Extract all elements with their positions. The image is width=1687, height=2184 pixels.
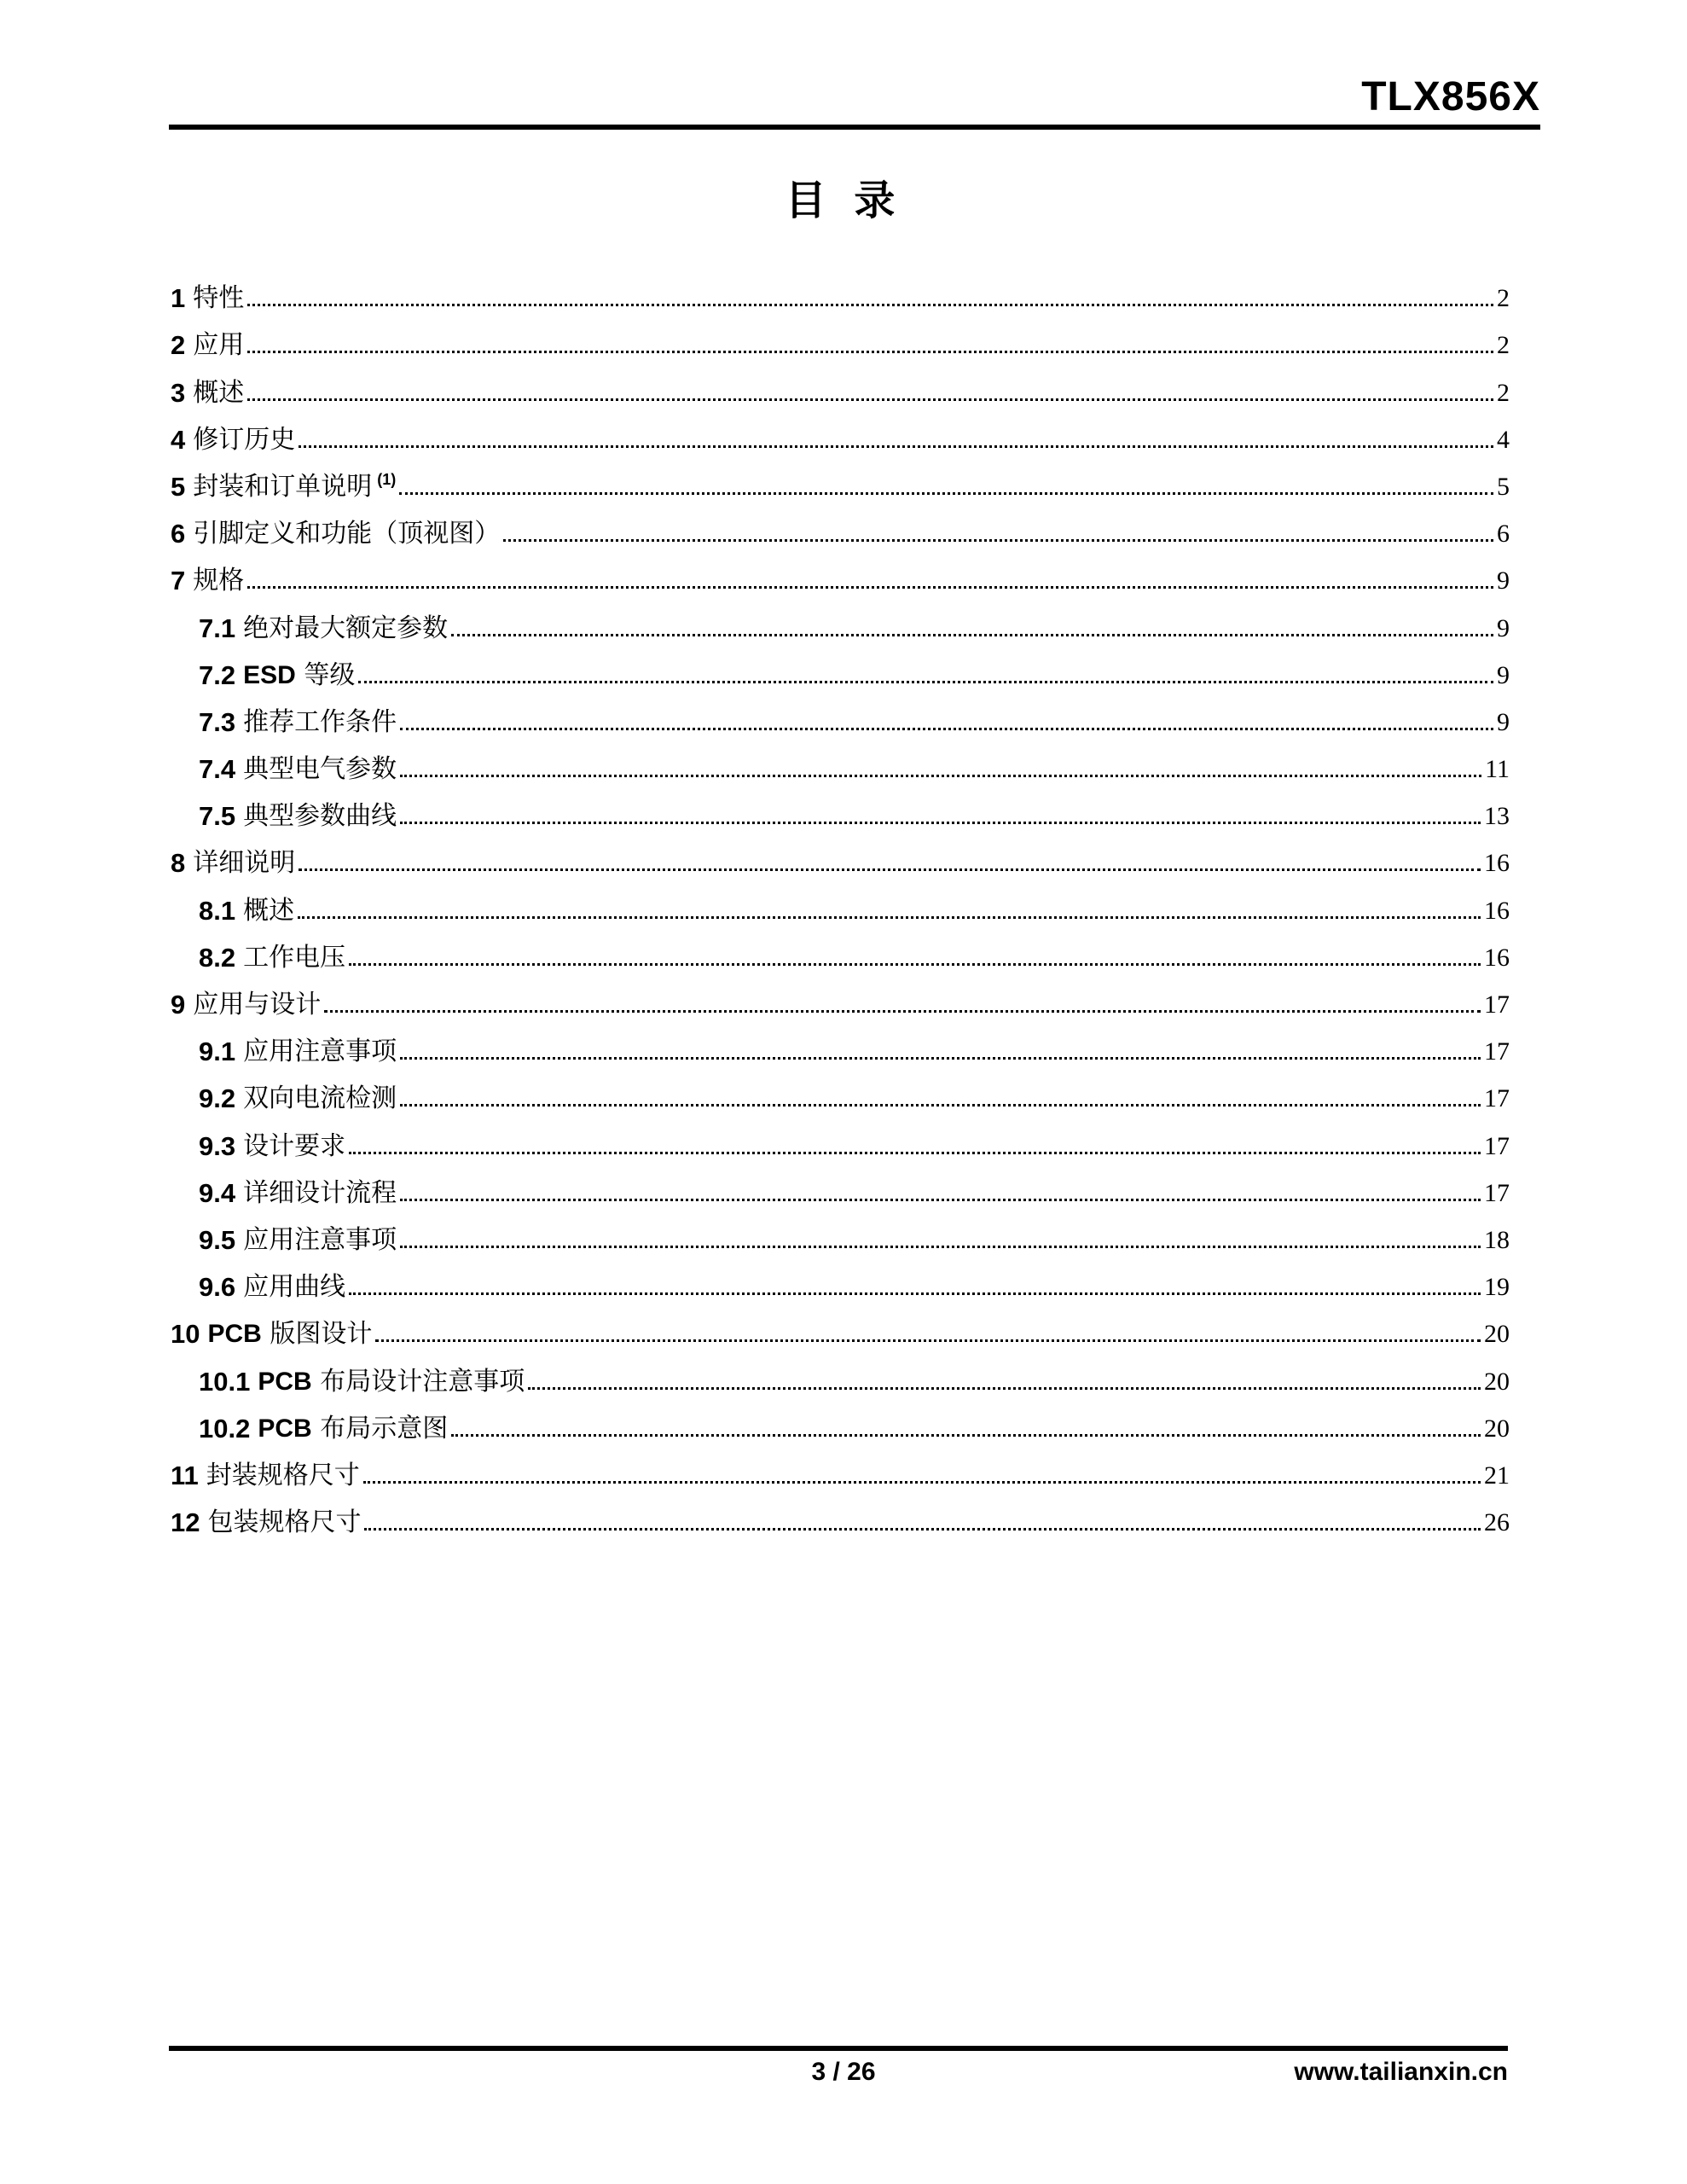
- toc-entry-label-text: 布局示意图: [320, 1413, 449, 1443]
- toc-entry-label: [193, 424, 296, 455]
- toc-entry[interactable]: [171, 829, 1510, 879]
- footer-divider: [169, 2046, 1508, 2051]
- toc-dot-leader: [400, 1057, 1481, 1060]
- toc-entry-label: [243, 754, 397, 785]
- toc-entry-label-text: 特性: [193, 283, 245, 314]
- toc-entry-number: 8: [171, 848, 186, 879]
- toc-entry[interactable]: [171, 642, 1510, 688]
- toc-dot-leader: [400, 822, 1481, 824]
- toc-dot-leader: [324, 1010, 1481, 1013]
- toc-entry-number: 9.3: [199, 1130, 236, 1161]
- toc-dot-leader: [358, 681, 1493, 683]
- toc-entry-page: 21: [1484, 1461, 1510, 1490]
- toc-entry-page: 17: [1484, 1037, 1510, 1066]
- toc-entry-label-text: 布局设计注意事项: [320, 1366, 525, 1397]
- toc-entry-page: 2: [1497, 378, 1510, 407]
- toc-entry[interactable]: [171, 500, 1510, 547]
- toc-entry-label-text: 修订历史: [193, 424, 296, 455]
- toc-entry-label-text: 规格: [193, 566, 245, 596]
- toc-entry-label: [207, 1507, 362, 1538]
- toc-entry-label: [243, 1130, 346, 1161]
- toc-entry-number: 9.4: [199, 1177, 236, 1208]
- toc-dot-leader: [451, 1434, 1481, 1437]
- toc-entry-label: [193, 848, 296, 879]
- toc-dot-leader: [363, 1481, 1481, 1484]
- toc-entry[interactable]: [171, 688, 1510, 735]
- toc-entry[interactable]: [171, 1347, 1510, 1397]
- toc-entry-page: 6: [1497, 520, 1510, 549]
- page-number: 3 / 26: [811, 2058, 876, 2086]
- toc-entry-page: 16: [1484, 943, 1510, 972]
- toc-entry-number: 8.1: [199, 895, 236, 926]
- toc-entry-page: 20: [1484, 1367, 1510, 1396]
- toc-dot-leader: [364, 1528, 1481, 1531]
- toc-entry[interactable]: [171, 1253, 1510, 1303]
- toc-entry-number: 10.1: [199, 1366, 251, 1397]
- toc-entry-label-text: 封装和订单说明: [193, 471, 373, 502]
- document-header-title: TLX856X: [1361, 74, 1540, 119]
- toc-entry[interactable]: [171, 782, 1510, 832]
- toc-entry-label-text: 绝对最大额定参数: [243, 613, 449, 643]
- toc-entry-number: 12: [171, 1507, 200, 1538]
- toc-entry-number: 10.2: [199, 1413, 251, 1443]
- toc-entry-number: 2: [171, 330, 186, 361]
- toc-entry-page: 13: [1484, 802, 1510, 831]
- toc-entry-label: [193, 283, 245, 314]
- table-of-contents: [171, 264, 1510, 1536]
- toc-entry[interactable]: [171, 1442, 1510, 1489]
- toc-entry[interactable]: [171, 1018, 1510, 1065]
- toc-entry-label-text: 版图设计: [270, 1319, 373, 1350]
- toc-entry-label-text: 封装规格尺寸: [206, 1460, 360, 1490]
- toc-entry-number: 9.2: [199, 1083, 236, 1114]
- toc-entry-label-text: 典型电气参数: [243, 754, 397, 785]
- toc-dot-leader: [247, 398, 1493, 401]
- toc-entry-label: [243, 1272, 346, 1303]
- toc-dot-leader: [451, 634, 1493, 636]
- toc-dot-leader: [503, 539, 1493, 542]
- toc-entry-label-text: 详细设计流程: [243, 1177, 397, 1208]
- toc-dot-leader: [400, 728, 1493, 730]
- toc-entry-number: 7.2: [199, 659, 236, 690]
- toc-entry[interactable]: [171, 594, 1510, 641]
- toc-entry-label: [243, 801, 397, 832]
- toc-dot-leader: [400, 1104, 1481, 1107]
- toc-entry-footnote-marker: (1): [377, 470, 397, 488]
- toc-entry[interactable]: [171, 406, 1510, 453]
- toc-entry[interactable]: [171, 1489, 1510, 1536]
- toc-entry-label-latin: ESD: [243, 660, 296, 689]
- toc-entry[interactable]: [171, 1112, 1510, 1159]
- toc-entry-number: 7.1: [199, 613, 236, 643]
- toc-dot-leader: [247, 351, 1493, 353]
- toc-entry[interactable]: [171, 971, 1510, 1018]
- toc-entry-label: [258, 1366, 525, 1397]
- toc-entry-label: [258, 1413, 449, 1443]
- toc-entry-label-text: 引脚定义和功能（顶视图）: [193, 519, 501, 549]
- toc-entry-label: [193, 377, 245, 408]
- website-url[interactable]: www.tailianxin.cn: [1294, 2058, 1508, 2086]
- toc-entry[interactable]: [171, 1159, 1510, 1206]
- toc-entry-page: 2: [1497, 284, 1510, 313]
- toc-entry-label-text: 应用注意事项: [243, 1037, 397, 1067]
- toc-entry-label: [206, 1460, 360, 1490]
- toc-entry-number: 11: [171, 1460, 199, 1490]
- toc-entry-label: [193, 472, 396, 500]
- toc-entry[interactable]: [171, 1065, 1510, 1112]
- toc-entry-page: 20: [1484, 1320, 1510, 1349]
- toc-dot-leader: [375, 1339, 1481, 1342]
- toc-entry-number: 7.3: [199, 706, 236, 737]
- toc-entry-page: 17: [1484, 1084, 1510, 1113]
- toc-entry[interactable]: [171, 358, 1510, 408]
- toc-entry-label-text: 推荐工作条件: [243, 706, 397, 737]
- toc-entry-page: 9: [1497, 707, 1510, 736]
- toc-entry-number: 10: [171, 1319, 200, 1350]
- toc-entry-label: [193, 992, 321, 1018]
- toc-entry-label-text: 设计要求: [243, 1130, 346, 1161]
- toc-entry-number: 9.5: [199, 1224, 236, 1255]
- toc-entry-number: 9.1: [199, 1037, 236, 1067]
- toc-entry-label: [207, 1319, 373, 1350]
- toc-entry[interactable]: [171, 1300, 1510, 1350]
- toc-dot-leader: [400, 1246, 1481, 1248]
- toc-entry-label-text: 概述: [243, 895, 295, 926]
- toc-dot-leader: [299, 868, 1481, 871]
- toc-entry-page: 26: [1484, 1508, 1510, 1537]
- toc-entry[interactable]: [171, 311, 1510, 361]
- toc-entry[interactable]: [171, 1206, 1510, 1253]
- toc-entry-page: 2: [1497, 331, 1510, 360]
- toc-entry-number: 7.5: [199, 801, 236, 832]
- toc-dot-leader: [399, 492, 1493, 495]
- toc-dot-leader: [349, 1292, 1481, 1295]
- toc-entry-label-text: 等级: [304, 659, 356, 690]
- toc-entry-number: 9: [171, 990, 186, 1019]
- toc-entry-label-text: 包装规格尺寸: [207, 1507, 362, 1538]
- toc-entry-label-latin: PCB: [258, 1367, 312, 1396]
- toc-dot-leader: [349, 1152, 1481, 1154]
- toc-dot-leader: [247, 304, 1493, 306]
- toc-entry-label-text: 工作电压: [243, 942, 346, 973]
- toc-entry-label: [193, 330, 245, 361]
- toc-entry-page: 9: [1497, 613, 1510, 642]
- toc-entry-label: [243, 895, 295, 926]
- toc-entry-label: [243, 706, 397, 737]
- toc-dot-leader: [349, 963, 1481, 966]
- toc-dot-leader: [298, 916, 1481, 919]
- toc-entry-number: 5: [171, 471, 186, 502]
- toc-entry-page: 4: [1497, 425, 1510, 454]
- toc-entry-label: [193, 568, 244, 594]
- toc-entry-label-latin: PCB: [207, 1320, 262, 1349]
- header-divider: [169, 125, 1540, 130]
- toc-entry-page: 17: [1484, 990, 1510, 1019]
- toc-entry-label: [243, 613, 449, 643]
- toc-entry[interactable]: [171, 1395, 1510, 1442]
- toc-entry-number: 7.4: [199, 754, 236, 785]
- toc-entry-page: 17: [1484, 1131, 1510, 1160]
- toc-entry-label-text: 应用与设计: [193, 990, 322, 1019]
- toc-entry-label-text: 概述: [193, 377, 245, 408]
- toc-dot-leader: [528, 1387, 1481, 1390]
- toc-entry-label: [243, 1177, 397, 1208]
- toc-entry-page: 16: [1484, 849, 1510, 878]
- toc-entry-label: [243, 1224, 397, 1255]
- toc-entry-label-text: 应用曲线: [243, 1272, 346, 1303]
- toc-entry-label: [243, 1083, 397, 1114]
- toc-entry-label: [243, 659, 356, 690]
- toc-entry[interactable]: [171, 876, 1510, 926]
- toc-entry[interactable]: [171, 453, 1510, 500]
- toc-entry-number: 1: [171, 283, 186, 314]
- toc-entry-label-text: 应用注意事项: [243, 1224, 397, 1255]
- toc-entry-label-latin: PCB: [258, 1414, 312, 1443]
- toc-entry-page: 16: [1484, 896, 1510, 925]
- toc-entry-label-text: 详细说明: [193, 848, 296, 879]
- toc-entry[interactable]: [171, 547, 1510, 594]
- toc-entry-label: [243, 942, 346, 973]
- toc-dot-leader: [400, 775, 1481, 777]
- toc-dot-leader: [400, 1199, 1481, 1201]
- toc-entry-page: 9: [1497, 566, 1510, 595]
- toc-title: 目 录: [785, 177, 902, 224]
- toc-entry-page: 20: [1484, 1414, 1510, 1443]
- toc-entry-page: 11: [1485, 755, 1510, 784]
- toc-entry-number: 6: [171, 519, 186, 549]
- toc-entry-page: 19: [1484, 1273, 1510, 1302]
- toc-entry-number: 3: [171, 377, 186, 408]
- toc-entry[interactable]: [171, 924, 1510, 971]
- toc-dot-leader: [247, 586, 1493, 589]
- toc-entry-number: 7: [171, 566, 186, 596]
- toc-entry-page: 9: [1497, 660, 1510, 689]
- toc-dot-leader: [299, 445, 1493, 448]
- toc-entry-label-text: 双向电流检测: [243, 1083, 397, 1114]
- toc-entry[interactable]: [171, 264, 1510, 314]
- toc-entry-page: 18: [1484, 1225, 1510, 1254]
- toc-entry-page: 17: [1484, 1178, 1510, 1207]
- toc-entry-label: [243, 1039, 397, 1065]
- toc-entry[interactable]: [171, 735, 1510, 785]
- toc-entry-label: [193, 521, 500, 547]
- toc-entry-label-text: 典型参数曲线: [243, 801, 397, 832]
- toc-entry-page: 5: [1497, 472, 1510, 501]
- toc-entry-number: 4: [171, 424, 186, 455]
- toc-entry-number: 9.6: [199, 1272, 236, 1303]
- toc-entry-label-text: 应用: [193, 330, 245, 361]
- toc-entry-number: 8.2: [199, 942, 236, 973]
